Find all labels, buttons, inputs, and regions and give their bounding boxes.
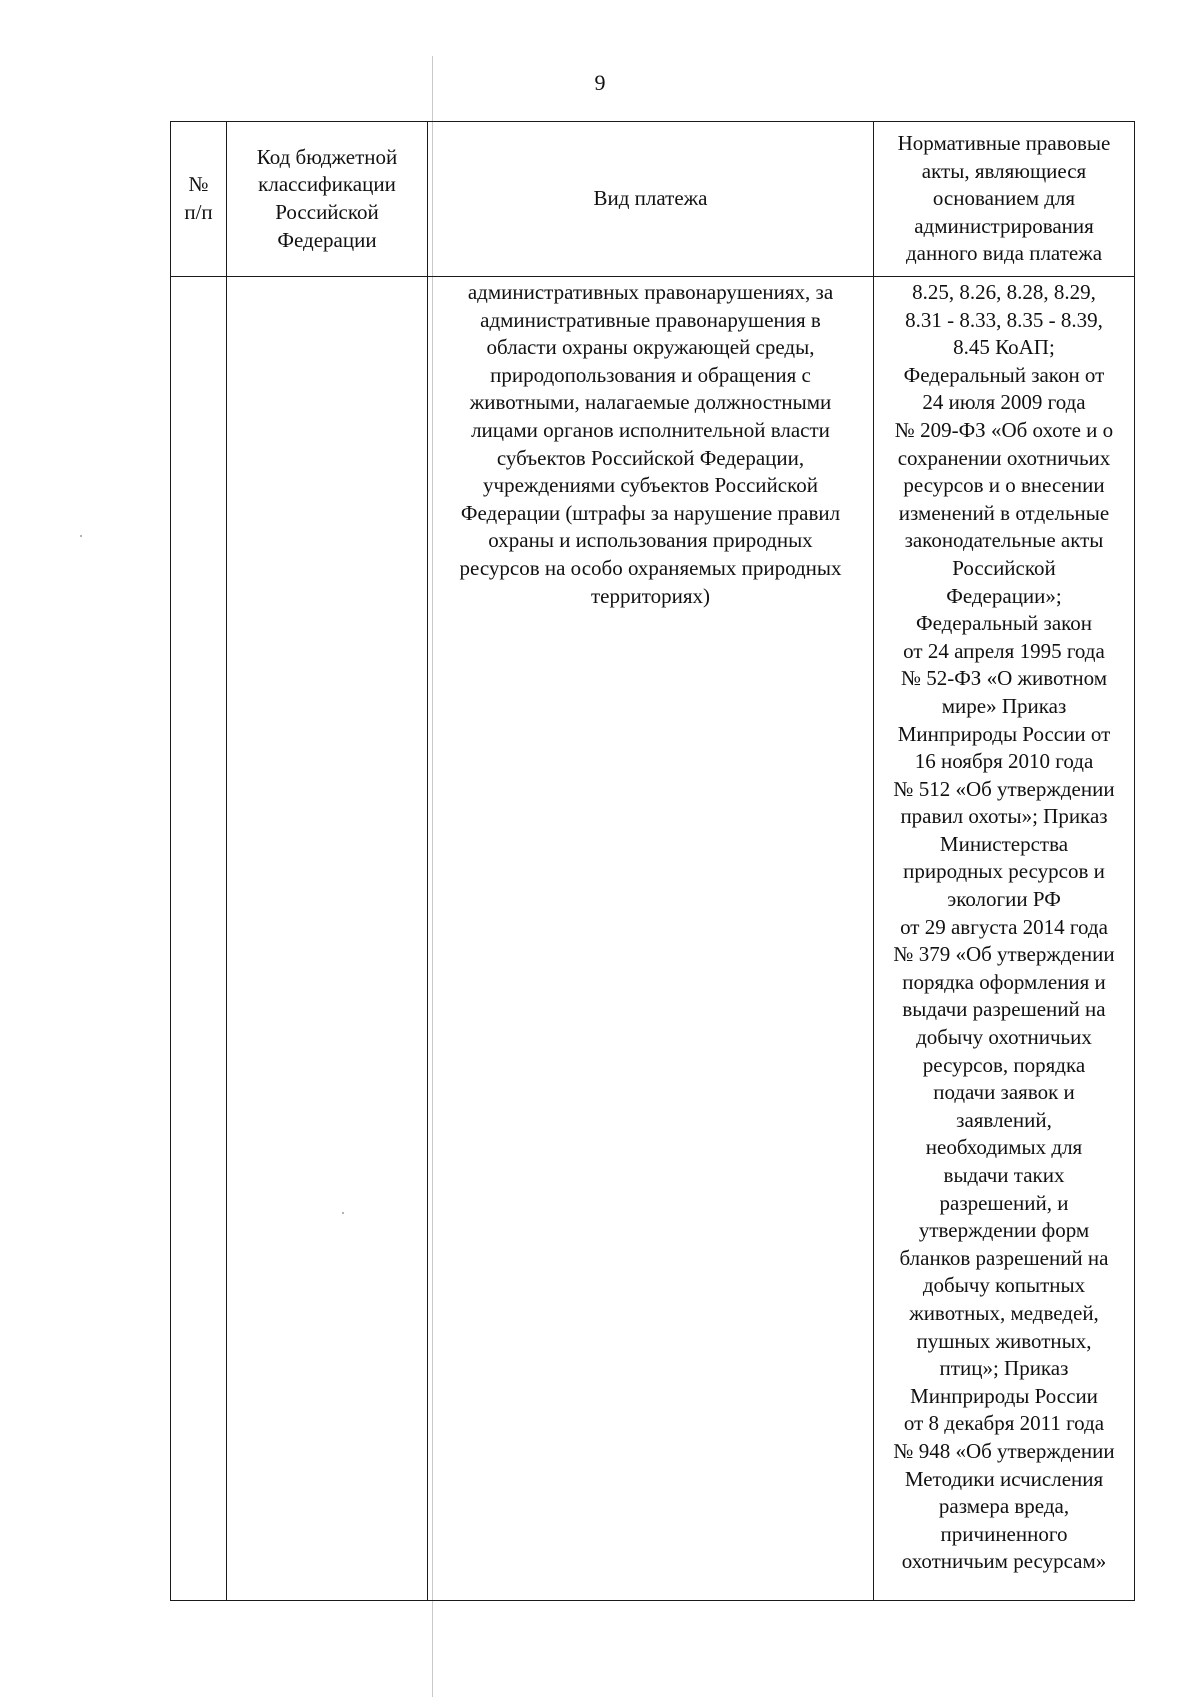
cell-number [171,277,227,1601]
cell-legal-acts: 8.25, 8.26, 8.28, 8.29, 8.31 - 8.33, 8.35 - 8.39, 8.45 КоАП; Федеральный закон от 24 июля 2009 года № 209-ФЗ «Об охоте и о сохранении охотничьих ресурсов и о внесении изменений в отдельные законодательные акты Российской Федерации»; Федеральный закон от 24 апреля 1995 года № 52-ФЗ «О животном мире» Приказ Минприроды России от 16 ноября 2010 года № 512 «Об утверждении правил охоты»; Приказ Министерства природных ресурсов и экологии РФ от 29 августа 2014 года № 379 «Об утверждении порядка оформления и выдачи разрешений на добычу охотничьих ресурсов, порядка подачи заявок и заявлений, необходимых для выдачи таких разрешений, и утверждении форм бланков разрешений на добычу копытных животных, медведей, пушных животных, птиц»; Приказ Минприроды России от 8 декабря 2011 года № 948 «Об утверждении Методики исчисления размера вреда, причиненного охотничьим ресурсам» [874,277,1135,1601]
cell-kbk [227,277,428,1601]
table-header-row [171,122,1135,277]
header-kbk: Код бюджетной классификации Российской Федерации [227,122,428,277]
cell-payment-type: административных правонарушениях, за административные правонарушения в области охраны окружающей среды, природопользования и обращения с животными, налагаемые должностными лицами органов исполнительной власти субъектов Российской Федерации, учреждениями субъектов Российской Федерации (штрафы за нарушение правил охраны и использования природных ресурсов на особо охраняемых природных территориях) [428,277,874,1601]
header-legal-acts: Нормативные правовые акты, являющиеся основанием для администрирования данного вида платежа [874,122,1135,277]
payment-table [170,121,1135,1601]
header-payment-type: Вид платежа [428,122,874,277]
header-number: № п/п [171,122,227,277]
scan-speck [80,535,82,537]
page-number: 9 [594,70,606,95]
table-row [171,277,1135,1601]
